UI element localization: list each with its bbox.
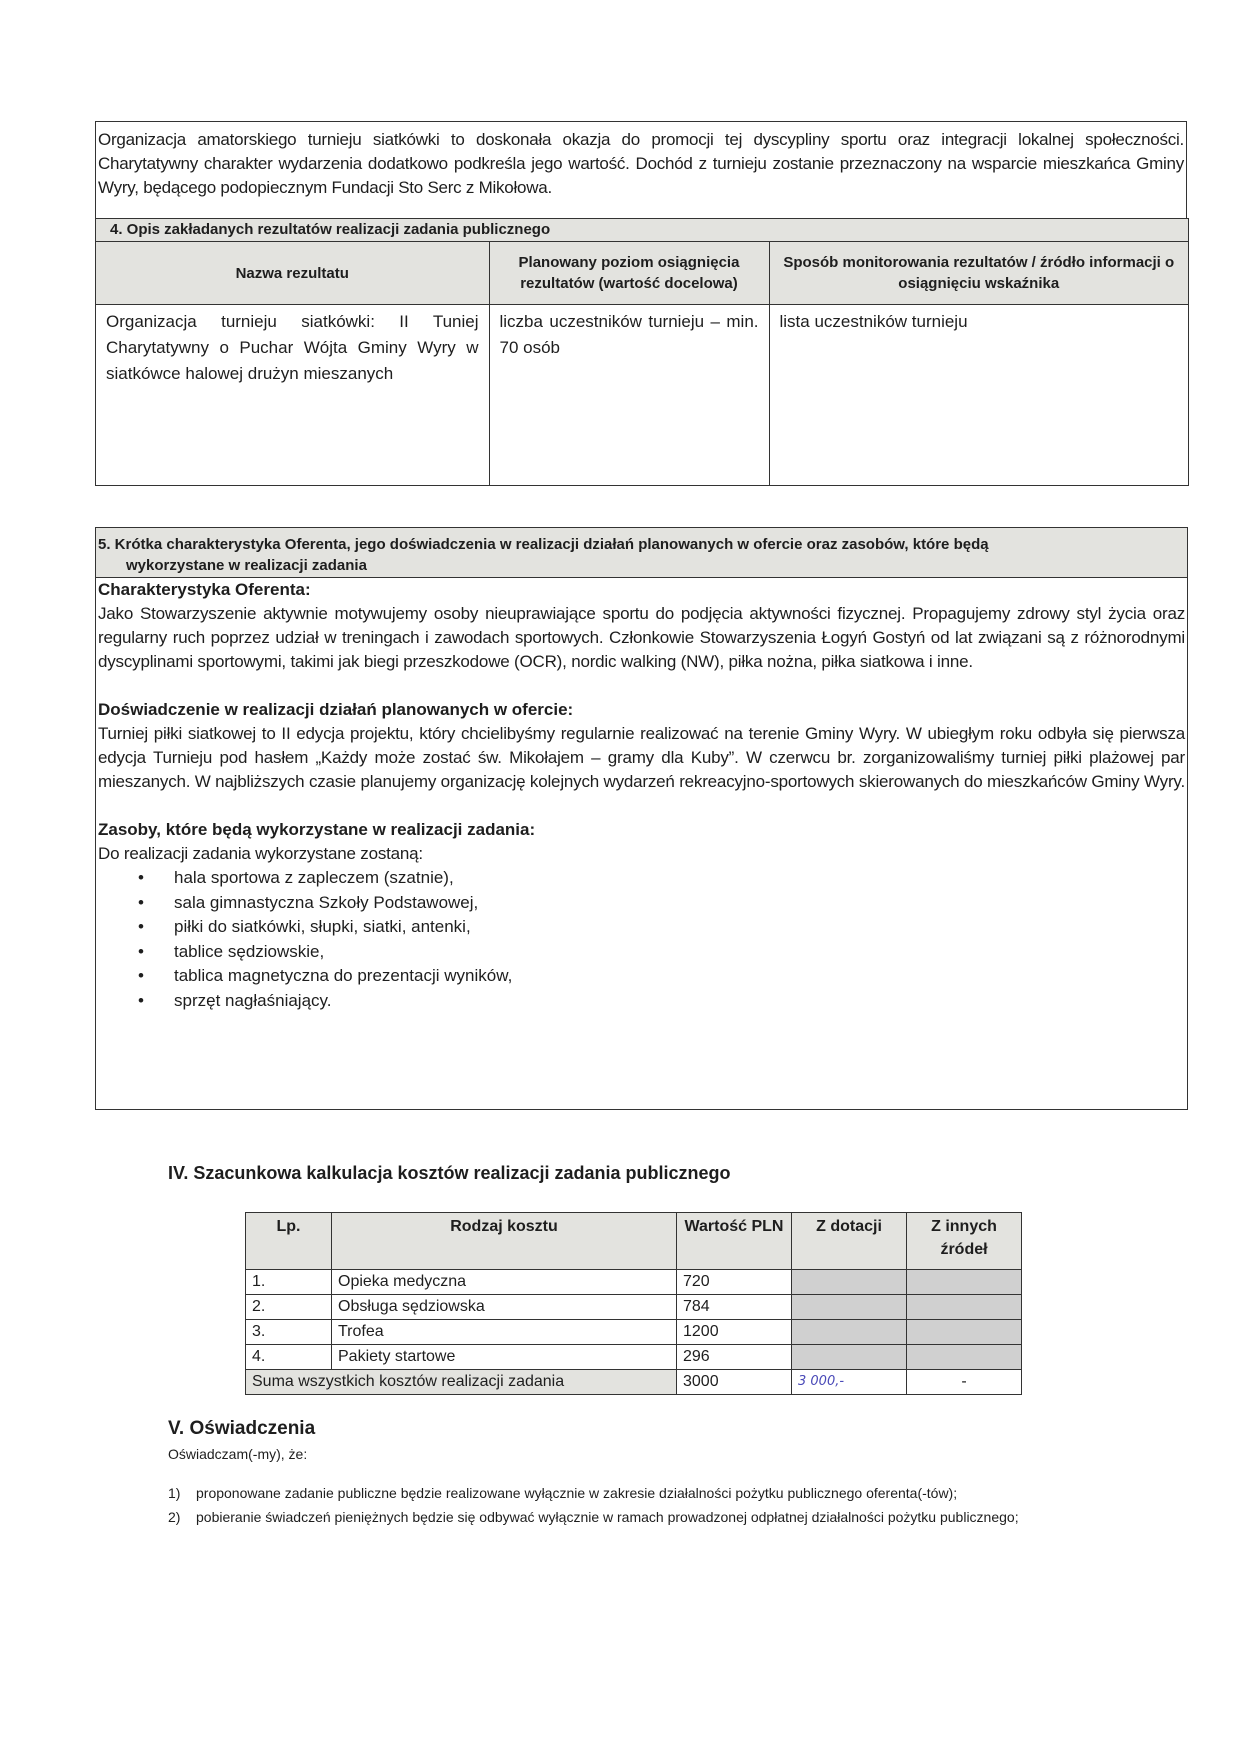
cost-other: [907, 1345, 1022, 1370]
cost-sum-label: Suma wszystkich kosztów realizacji zadania: [246, 1370, 677, 1395]
column-header-result-name: Nazwa rezultatu: [96, 242, 489, 305]
declaration-text: proponowane zadanie publiczne będzie realizowane wyłącznie w zakresie działalności pożytku publicznego oferenta(-tów);: [196, 1485, 958, 1501]
offerer-section-body: [96, 578, 1187, 1013]
cost-type: Obsługa sędziowska: [332, 1295, 677, 1320]
justification-text: Organizacja amatorskiego turnieju siatkówki to doskonała okazja do promocji tej dyscypliny sportu oraz integracji lokalnej społeczności. Charytatywny charakter wydarzenia dodatkowo podkreśla jego wartość. Dochód z turnieju zostanie przeznaczony na wsparcie mieszkańca Gminy Wyry, będącego podopiecznym Fundacji Sto Serc z Mikołowa.: [98, 130, 1184, 197]
table-row: [246, 1295, 1022, 1320]
result-name-cell: Organizacja turnieju siatkówki: II Tuniej Charytatywny o Puchar Wójta Gminy Wyry w siatkówce halowej drużyn mieszanych: [96, 305, 489, 486]
table-row: [246, 1270, 1022, 1295]
cost-lp: 3.: [246, 1320, 332, 1345]
cost-value: 1200: [677, 1320, 792, 1345]
cost-other: [907, 1270, 1022, 1295]
cost-sum-other: -: [907, 1370, 1022, 1395]
characteristics-text: Jako Stowarzyszenie aktywnie motywujemy osoby nieuprawiające sportu do podjęcia aktywności fizycznej. Propagujemy zdrowy styl życia oraz regularny ruch poprzez udział w treningach i zawodach sportowych. Członkowie Stowarzyszenia Łogyń Gostyń od lat związani są z różnorodnymi dyscyplinami sportowymi, takimi jak biegi przeszkodowe (OCR), nordic walking (NW), piłka nożna, piłka siatkowa i inne.: [98, 604, 1185, 671]
experience-text: Turniej piłki siatkowej to II edycja projektu, który chcielibyśmy regularnie realizować na terenie Gminy Wyry. W ubiegłym roku odbyła się pierwsza edycja Turnieju pod hasłem „Każdy może zostać św. Mikołajem – gramy dla Kuby”. W czerwcu br. zorganizowaliśmy turniej piłki plażowej par mieszanych. W najbliższych czasie planujemy organizację kolejnych wydarzeń rekreacyjno-sportowych skierowanych do mieszkańców Gminy Wyry.: [98, 724, 1185, 791]
result-monitoring-cell: lista uczestników turnieju: [779, 312, 968, 331]
cost-grant: [792, 1270, 907, 1295]
cost-grant: [792, 1295, 907, 1320]
offerer-section-title-line1: 5. Krótka charakterystyka Oferenta, jego doświadczenia w realizacji działań planowanych w ofercie oraz zasobów, które będą: [98, 536, 989, 553]
offerer-section: [95, 527, 1188, 1110]
bullet-icon: •: [138, 990, 144, 1010]
cost-table-header: [246, 1213, 1022, 1270]
list-item: • tablica magnetyczna do prezentacji wyników,: [98, 964, 1185, 989]
column-header-from-grant: Z dotacji: [792, 1213, 907, 1270]
cost-lp: 1.: [246, 1270, 332, 1295]
cost-grant: [792, 1320, 907, 1345]
table-row: [246, 1345, 1022, 1370]
list-item: • sala gimnastyczna Szkoły Podstawowej,: [98, 891, 1185, 916]
cost-value: 296: [677, 1345, 792, 1370]
column-header-other-sources: Z innych źródeł: [907, 1213, 1022, 1270]
column-header-lp: Lp.: [246, 1213, 332, 1270]
declarations-list: [168, 1483, 1100, 1531]
offerer-section-title: [96, 528, 1187, 578]
declarations-intro: Oświadczam(-my), że:: [168, 1446, 308, 1462]
list-item: [168, 1507, 1100, 1528]
results-section: [95, 218, 1189, 486]
cost-section-title: IV. Szacunkowa kalkulacja kosztów realizacji zadania publicznego: [168, 1163, 731, 1183]
cost-lp: 2.: [246, 1295, 332, 1320]
declaration-text: pobieranie świadczeń pieniężnych będzie się odbywać wyłącznie w ramach prowadzonej odpłatnej działalności pożytku publicznego;: [196, 1509, 1019, 1525]
justification-box: [95, 121, 1187, 218]
declaration-number: 2): [168, 1509, 181, 1525]
cost-type: Pakiety startowe: [332, 1345, 677, 1370]
declarations-title: V. Oświadczenia: [168, 1418, 316, 1439]
cost-type: Opieka medyczna: [332, 1270, 677, 1295]
list-item: • piłki do siatkówki, słupki, siatki, antenki,: [98, 915, 1185, 940]
cost-sum-row: [246, 1370, 1022, 1395]
list-item: • tablice sędziowskie,: [98, 940, 1185, 965]
cost-table: [245, 1212, 1022, 1395]
bullet-icon: •: [138, 892, 144, 912]
results-table: [96, 242, 1188, 485]
column-header-monitoring: Sposób monitorowania rezultatów / źródło informacji o osiągnięciu wskaźnika: [769, 242, 1188, 305]
column-header-target-level: Planowany poziom osiągnięcia rezultatów (wartość docelowa): [489, 242, 769, 305]
cost-other: [907, 1320, 1022, 1345]
list-item: [168, 1483, 1100, 1504]
resources-list: [98, 866, 1185, 1013]
resources-intro: Do realizacji zadania wykorzystane zostaną:: [98, 844, 423, 863]
declaration-number: 1): [168, 1485, 181, 1501]
bullet-icon: •: [138, 917, 144, 936]
cost-value: 720: [677, 1270, 792, 1295]
bullet-icon: •: [138, 966, 144, 985]
results-section-title: 4. Opis zakładanych rezultatów realizacji zadania publicznego: [96, 219, 1188, 242]
cost-type: Trofea: [332, 1320, 677, 1345]
resources-heading: Zasoby, które będą wykorzystane w realizacji zadania:: [98, 820, 536, 839]
bullet-icon: •: [138, 868, 144, 887]
offerer-section-title-line2: wykorzystane w realizacji zadania: [126, 557, 367, 574]
experience-heading: Doświadczenie w realizacji działań planowanych w ofercie:: [98, 700, 574, 719]
cost-grant: [792, 1345, 907, 1370]
cost-lp: 4.: [246, 1345, 332, 1370]
table-row: [96, 305, 1188, 486]
characteristics-heading: Charakterystyka Oferenta:: [98, 580, 311, 599]
cost-sum-value: 3000: [677, 1370, 792, 1395]
results-table-header: [96, 242, 1188, 305]
bullet-icon: •: [138, 941, 144, 961]
cost-value: 784: [677, 1295, 792, 1320]
column-header-cost-type: Rodzaj kosztu: [332, 1213, 677, 1270]
result-target-cell: liczba uczestników turnieju – min. 70 osób: [489, 305, 769, 486]
cost-other: [907, 1295, 1022, 1320]
column-header-value-pln: Wartość PLN: [677, 1213, 792, 1270]
table-row: [246, 1320, 1022, 1345]
cost-sum-grant-handwritten: 3 000,-: [792, 1370, 907, 1395]
list-item: • hala sportowa z zapleczem (szatnie),: [98, 866, 1185, 891]
list-item: • sprzęt nagłaśniający.: [98, 989, 1185, 1014]
